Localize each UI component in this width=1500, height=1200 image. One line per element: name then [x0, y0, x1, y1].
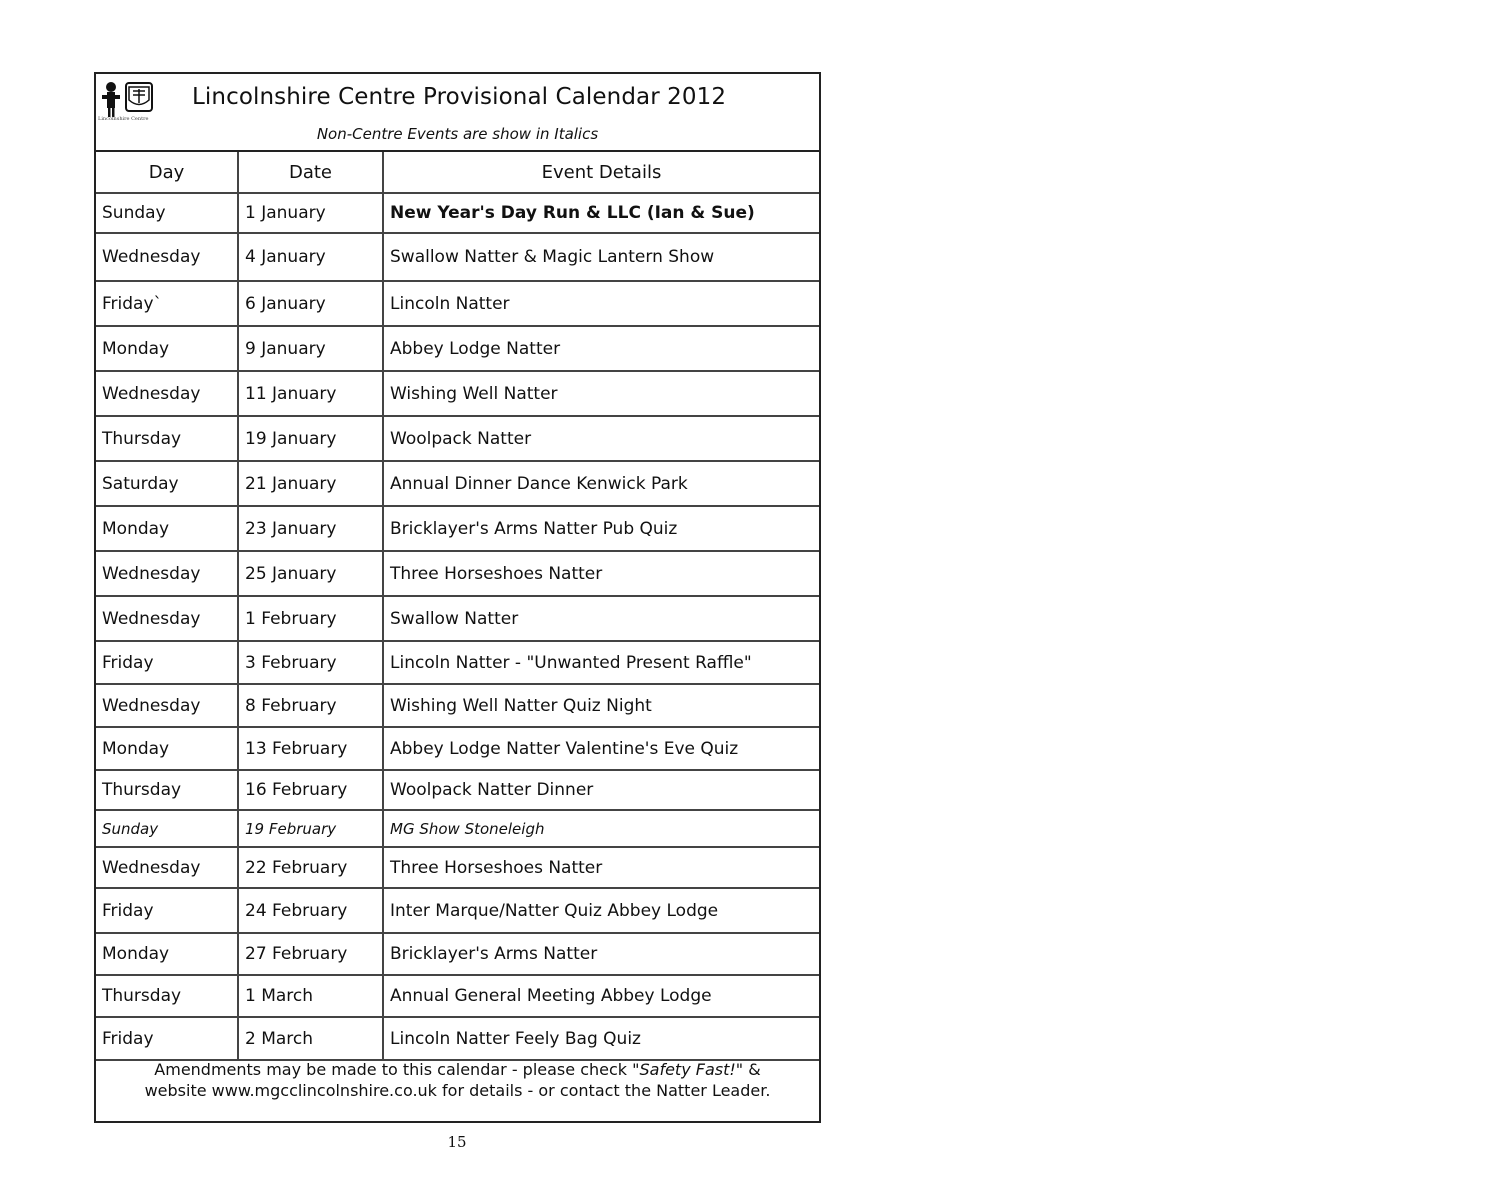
cell-day: Sunday	[96, 193, 238, 233]
table-row	[96, 281, 819, 326]
column-header-date: Date	[238, 152, 383, 193]
cell-date: 6 January	[238, 281, 383, 326]
amendments-line-1	[96, 1059, 819, 1080]
cell-event-details: Wishing Well Natter	[383, 371, 819, 416]
cell-day: Thursday	[96, 975, 238, 1017]
page-title: Lincolnshire Centre Provisional Calendar 2012	[192, 84, 727, 110]
cell-date: 21 January	[238, 461, 383, 506]
cell-event-details: Abbey Lodge Natter Valentine's Eve Quiz	[383, 727, 819, 770]
cell-event-details: Lincoln Natter	[383, 281, 819, 326]
cell-day: Wednesday	[96, 684, 238, 727]
cell-day: Sunday	[96, 810, 238, 847]
logo-caption: Lincolnshire Centre	[98, 116, 149, 122]
table-row	[96, 551, 819, 596]
table-row	[96, 975, 819, 1017]
cell-day: Wednesday	[96, 847, 238, 888]
amendments-text: Amendments may be made to this calendar - please check	[154, 1060, 633, 1079]
cell-event-details: Woolpack Natter Dinner	[383, 770, 819, 810]
table-row	[96, 596, 819, 641]
calendar-table	[96, 152, 819, 1061]
table-row	[96, 933, 819, 975]
cell-day: Thursday	[96, 770, 238, 810]
amendments-line-2: website www.mgcclincolnshire.co.uk for details - or contact the Natter Leader.	[144, 1081, 771, 1100]
table-row	[96, 326, 819, 371]
cell-day: Wednesday	[96, 596, 238, 641]
cell-day: Friday	[96, 641, 238, 684]
table-row	[96, 233, 819, 281]
table-row	[96, 684, 819, 727]
cell-date: 8 February	[238, 684, 383, 727]
table-row	[96, 641, 819, 684]
page-subtitle: Non-Centre Events are show in Italics	[316, 125, 599, 143]
cell-event-details: Swallow Natter & Magic Lantern Show	[383, 233, 819, 281]
cell-day: Monday	[96, 933, 238, 975]
table-row	[96, 371, 819, 416]
cell-date: 19 February	[238, 810, 383, 847]
cell-day: Wednesday	[96, 371, 238, 416]
amendments-note	[96, 1059, 819, 1101]
cell-event-details: Inter Marque/Natter Quiz Abbey Lodge	[383, 888, 819, 933]
cell-date: 1 January	[238, 193, 383, 233]
cell-date: 23 January	[238, 506, 383, 551]
page-number: 15	[447, 1133, 467, 1151]
cell-event-details: Woolpack Natter	[383, 416, 819, 461]
cell-date: 1 March	[238, 975, 383, 1017]
cell-day: Monday	[96, 506, 238, 551]
table-row	[96, 727, 819, 770]
cell-date: 1 February	[238, 596, 383, 641]
cell-day: Wednesday	[96, 233, 238, 281]
cell-date: 27 February	[238, 933, 383, 975]
cell-event-details: Abbey Lodge Natter	[383, 326, 819, 371]
cell-event-details: Three Horseshoes Natter	[383, 847, 819, 888]
cell-date: 19 January	[238, 416, 383, 461]
cell-date: 25 January	[238, 551, 383, 596]
cell-day: Saturday	[96, 461, 238, 506]
calendar-header	[96, 74, 819, 152]
table-row	[96, 888, 819, 933]
cell-event-details: Annual Dinner Dance Kenwick Park	[383, 461, 819, 506]
cell-day: Monday	[96, 326, 238, 371]
cell-date: 24 February	[238, 888, 383, 933]
table-row	[96, 506, 819, 551]
safety-fast-title: "Safety Fast!"	[632, 1060, 744, 1079]
cell-date: 11 January	[238, 371, 383, 416]
cell-day: Monday	[96, 727, 238, 770]
cell-event-details: New Year's Day Run & LLC (Ian & Sue)	[383, 193, 819, 233]
cell-date: 16 February	[238, 770, 383, 810]
cell-date: 9 January	[238, 326, 383, 371]
cell-day: Friday	[96, 888, 238, 933]
cell-event-details: Wishing Well Natter Quiz Night	[383, 684, 819, 727]
column-header-day: Day	[96, 152, 238, 193]
cell-event-details: Annual General Meeting Abbey Lodge	[383, 975, 819, 1017]
cell-date: 13 February	[238, 727, 383, 770]
cell-event-details: Lincoln Natter Feely Bag Quiz	[383, 1017, 819, 1060]
table-row	[96, 810, 819, 847]
cell-day: Friday`	[96, 281, 238, 326]
cell-event-details: Lincoln Natter - "Unwanted Present Raffle"	[383, 641, 819, 684]
calendar-document	[94, 72, 821, 1123]
cell-event-details: Bricklayer's Arms Natter	[383, 933, 819, 975]
table-header-row	[96, 152, 819, 193]
table-row	[96, 770, 819, 810]
table-row	[96, 416, 819, 461]
cell-event-details: Swallow Natter	[383, 596, 819, 641]
cell-date: 22 February	[238, 847, 383, 888]
table-row	[96, 193, 819, 233]
amendments-ampersand: &	[743, 1060, 761, 1079]
cell-date: 3 February	[238, 641, 383, 684]
cell-day: Wednesday	[96, 551, 238, 596]
table-row	[96, 461, 819, 506]
cell-day: Friday	[96, 1017, 238, 1060]
cell-event-details: Bricklayer's Arms Natter Pub Quiz	[383, 506, 819, 551]
table-row	[96, 847, 819, 888]
cell-date: 2 March	[238, 1017, 383, 1060]
cell-event-details: Three Horseshoes Natter	[383, 551, 819, 596]
column-header-event-details: Event Details	[383, 152, 819, 193]
cell-event-details: MG Show Stoneleigh	[383, 810, 819, 847]
cell-date: 4 January	[238, 233, 383, 281]
table-row	[96, 1017, 819, 1060]
cell-day: Thursday	[96, 416, 238, 461]
